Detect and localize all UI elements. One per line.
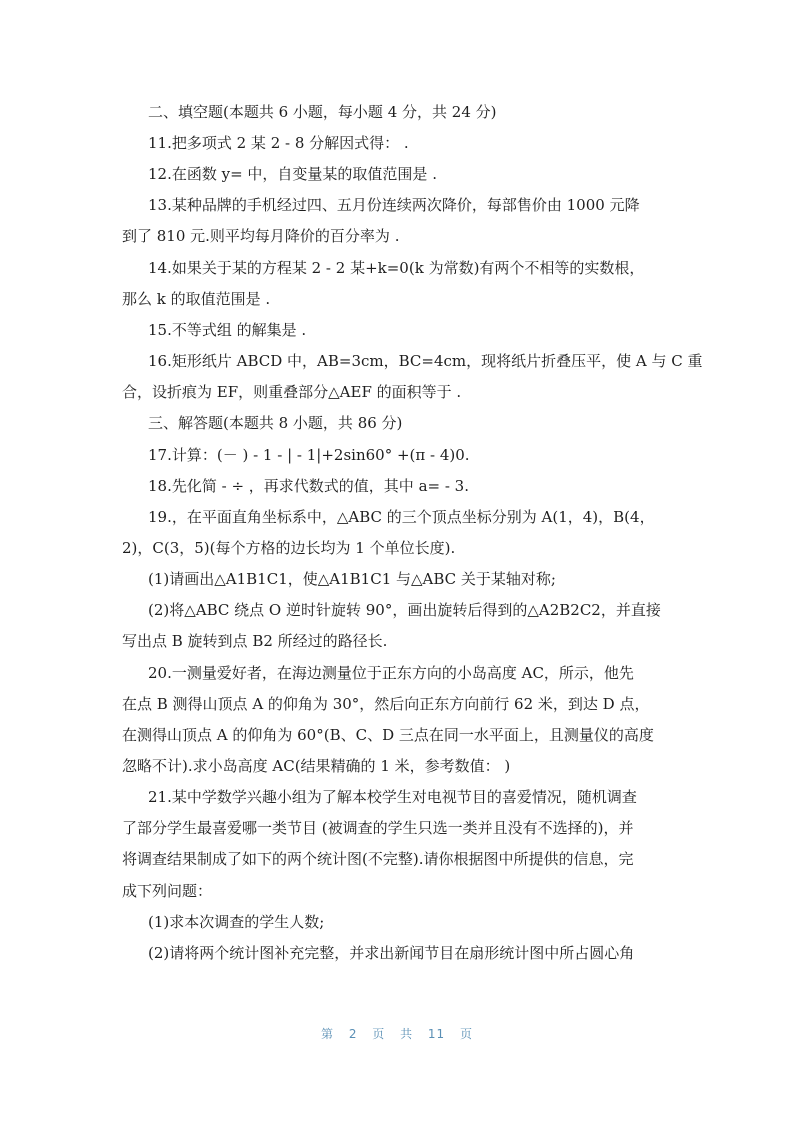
- question-21-line-4: 成下列问题：: [122, 882, 213, 900]
- question-21-line-1: 21.某中学数学兴趣小组为了解本校学生对电视节目的喜爱情况，随机调查: [148, 788, 637, 806]
- question-19-line-2: 2)，C(3，5)(每个方格的边长均为 1 个单位长度).: [122, 539, 456, 557]
- question-20-line-4: 忽略不计).求小岛高度 AC(结果精确的 1 米，参考数值： ): [122, 757, 511, 775]
- question-21-part-1: (1)求本次调查的学生人数;: [148, 913, 325, 931]
- question-14-line-1: 14.如果关于某的方程某 2 - 2 某+k=0(k 为常数)有两个不相等的实数根，: [148, 259, 645, 277]
- section-heading-answer: 三、解答题(本题共 8 小题，共 86 分): [148, 414, 403, 432]
- question-21-line-3: 将调查结果制成了如下的两个统计图(不完整).请你根据图中所提供的信息，完: [122, 850, 634, 868]
- question-19-part-2-line-2: 写出点 B 旋转到点 B2 所经过的路径长.: [122, 632, 388, 650]
- question-15: 15.不等式组 的解集是 .: [148, 321, 307, 339]
- question-21-line-2: 了部分学生最喜爱哪一类节目 (被调查的学生只选一类并且没有不选择的)，并: [122, 819, 634, 837]
- question-20-line-1: 20.一测量爱好者，在海边测量位于正东方向的小岛高度 AC，所示，他先: [148, 664, 634, 682]
- page-number-footer: 第 2 页 共 11 页: [321, 1027, 473, 1041]
- question-17: 17.计算：(－ ) - 1 - | - 1|+2sin60° +(π - 4)0.: [148, 446, 470, 464]
- question-14-line-2: 那么 k 的取值范围是 .: [122, 290, 271, 308]
- question-18: 18.先化简 - ÷ ，再求代数式的值，其中 a= - 3.: [148, 477, 469, 495]
- question-20-line-3: 在测得山顶点 A 的仰角为 60°(B、C、D 三点在同一水平面上，且测量仪的高度: [122, 726, 654, 744]
- question-16-line-1: 16.矩形纸片 ABCD 中，AB=3cm，BC=4cm，现将纸片折叠压平，使 A 与 C 重: [148, 352, 703, 370]
- question-19-part-2-line-1: (2)将△ABC 绕点 O 逆时针旋转 90°，画出旋转后得到的△A2B2C2，并直接: [148, 601, 661, 619]
- question-11: 11.把多项式 2 某 2 - 8 分解因式得： .: [148, 134, 409, 152]
- question-13-line-1: 13.某种品牌的手机经过四、五月份连续两次降价，每部售价由 1000 元降: [148, 196, 640, 214]
- question-12: 12.在函数 y= 中，自变量某的取值范围是 .: [148, 165, 437, 183]
- question-19-line-1: 19.，在平面直角坐标系中，△ABC 的三个顶点坐标分别为 A(1，4)，B(4，: [148, 508, 655, 526]
- question-19-part-1: (1)请画出△A1B1C1，使△A1B1C1 与△ABC 关于某轴对称;: [148, 570, 556, 588]
- question-21-part-2: (2)请将两个统计图补充完整，并求出新闻节目在扇形统计图中所占圆心角: [148, 944, 635, 962]
- question-13-line-2: 到了 810 元.则平均每月降价的百分率为 .: [122, 227, 400, 245]
- question-20-line-2: 在点 B 测得山顶点 A 的仰角为 30°，然后向正东方向前行 62 米，到达 D 点，: [122, 695, 650, 713]
- section-heading-fill-blank: 二、填空题(本题共 6 小题，每小题 4 分，共 24 分): [148, 103, 497, 121]
- question-16-line-2: 合，设折痕为 EF，则重叠部分△AEF 的面积等于 .: [122, 383, 462, 401]
